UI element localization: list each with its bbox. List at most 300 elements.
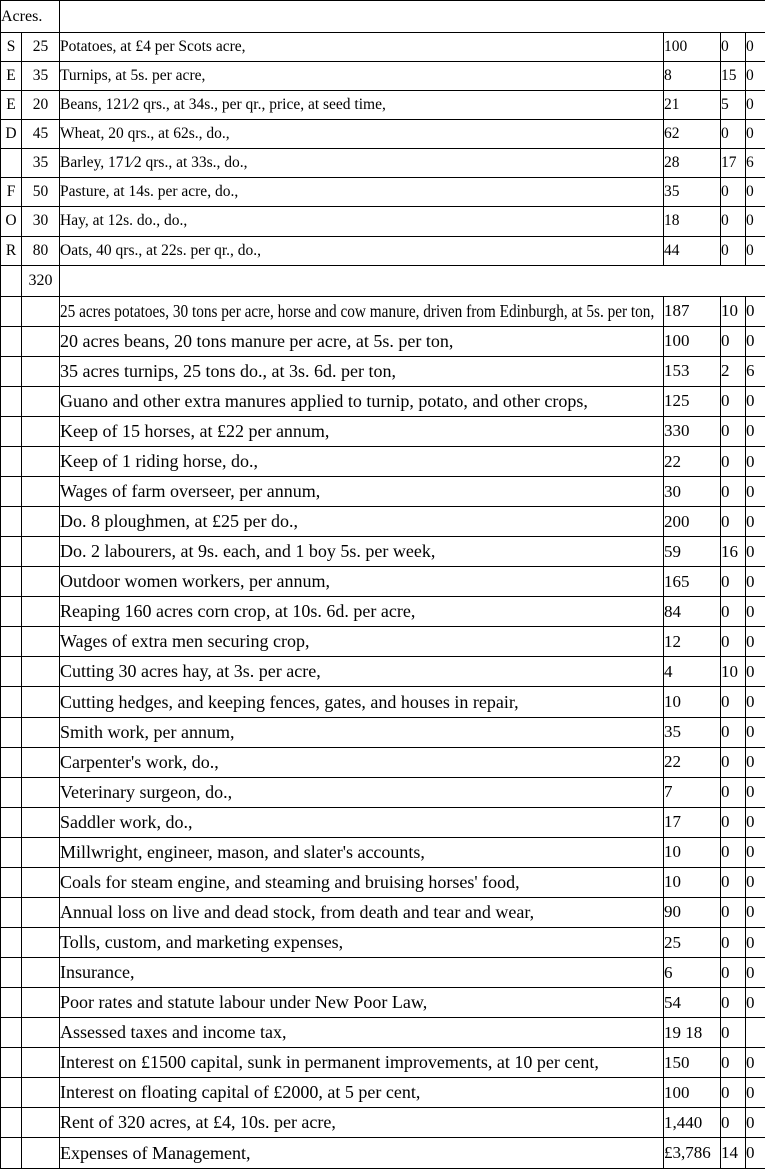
row-description-cell: [60, 446, 664, 476]
row-description-cell-text: Oats, 40 qrs., at 22s. per qr., do.,: [60, 241, 262, 259]
row-acres-cell: [22, 897, 60, 927]
row-shillings-cell: 0: [721, 627, 746, 657]
table-row: [1, 1138, 765, 1169]
row-shillings-cell: 17: [721, 149, 746, 178]
row-description-cell: [60, 1078, 664, 1108]
row-acres-cell: 320: [22, 265, 60, 296]
row-shillings-cell: 0: [721, 386, 746, 416]
row-letter-cell: D: [1, 120, 22, 149]
row-letter-cell: [1, 988, 22, 1018]
row-acres-cell: [22, 537, 60, 567]
row-shillings-cell: 0: [721, 477, 746, 507]
row-description-cell-text: Expenses of Management,: [60, 1142, 251, 1163]
row-shillings-cell: 0: [721, 717, 746, 747]
row-acres-cell: [22, 567, 60, 597]
row-pence-cell: 0: [746, 446, 765, 476]
row-pounds-cell: 10: [664, 687, 721, 717]
row-description-cell-text: Wages of extra men securing crop,: [60, 631, 310, 652]
row-acres-cell: [22, 777, 60, 807]
row-description-cell: [60, 1018, 664, 1048]
row-pence-cell: 0: [746, 477, 765, 507]
row-description-cell: [60, 927, 664, 957]
row-pence-cell: 0: [746, 958, 765, 988]
row-merged-cell: [60, 265, 765, 296]
table-row: [1, 416, 765, 446]
row-description-cell-text: Outdoor women workers, per annum,: [60, 571, 330, 592]
row-letter-cell: [1, 1048, 22, 1078]
row-pence-cell: 0: [746, 236, 765, 265]
table-row: [1, 477, 765, 507]
table-row: [1, 1108, 765, 1138]
row-pence-cell: 0: [746, 62, 765, 91]
row-pounds-cell: 7: [664, 777, 721, 807]
row-pence-cell: 0: [746, 897, 765, 927]
row-shillings-cell: 16: [721, 537, 746, 567]
table-row: [1, 988, 765, 1018]
row-pence-cell: 0: [746, 1078, 765, 1108]
table-row: [1, 356, 765, 386]
row-description-cell-text: 35 acres turnips, 25 tons do., at 3s. 6d. per ton,: [60, 360, 396, 381]
row-acres-cell: [22, 1048, 60, 1078]
table-row: [1, 149, 765, 178]
row-description-cell-text: Turnips, at 5s. per acre,: [60, 67, 206, 85]
row-pence-cell: 0: [746, 657, 765, 687]
table-row: [1, 62, 765, 91]
row-acres-cell: [22, 988, 60, 1018]
row-pounds-cell: 18: [664, 207, 721, 236]
row-pounds-cell: 100: [664, 33, 721, 62]
table-row: [1, 265, 765, 296]
row-pence-cell: 0: [746, 927, 765, 957]
row-shillings-cell: 0: [721, 416, 746, 446]
row-letter-cell: [1, 1018, 22, 1048]
row-description-cell-text: Cutting 30 acres hay, at 3s. per acre,: [60, 661, 321, 682]
table-row: [1, 120, 765, 149]
row-pounds-cell: 59: [664, 537, 721, 567]
row-shillings-cell: 0: [721, 867, 746, 897]
table-row: [1, 1018, 765, 1048]
row-pounds-cell: 30: [664, 477, 721, 507]
table-row: [1, 747, 765, 777]
row-description-cell: [60, 807, 664, 837]
table-row: [1, 537, 765, 567]
row-pounds-cell: 35: [664, 178, 721, 207]
row-pounds-cell: 22: [664, 747, 721, 777]
row-acres-cell: 50: [22, 178, 60, 207]
row-shillings-cell: 0: [721, 988, 746, 1018]
row-description-cell: [60, 777, 664, 807]
row-shillings-cell: 0: [721, 927, 746, 957]
row-letter-cell: [1, 657, 22, 687]
row-acres-cell: [22, 416, 60, 446]
row-letter-cell: [1, 356, 22, 386]
row-pence-cell: 0: [746, 687, 765, 717]
row-description-cell: [60, 477, 664, 507]
row-letter-cell: [1, 1138, 22, 1169]
row-shillings-cell: 0: [721, 747, 746, 777]
row-pence-cell: 0: [746, 1138, 765, 1169]
table-row: [1, 897, 765, 927]
row-pounds-cell: 22: [664, 446, 721, 476]
row-letter-cell: [1, 1078, 22, 1108]
row-letter-cell: [1, 958, 22, 988]
row-pounds-cell: 84: [664, 597, 721, 627]
row-letter-cell: [1, 416, 22, 446]
row-pounds-cell: 17: [664, 807, 721, 837]
row-letter-cell: [1, 507, 22, 537]
row-description-cell-text: Assessed taxes and income tax,: [60, 1022, 287, 1043]
row-shillings-cell: 0: [721, 567, 746, 597]
row-shillings-cell: 0: [721, 1018, 746, 1048]
row-shillings-cell: 0: [721, 446, 746, 476]
row-letter-cell: E: [1, 91, 22, 120]
row-description-cell: [60, 627, 664, 657]
row-letter-cell: F: [1, 178, 22, 207]
row-description-cell: [60, 958, 664, 988]
row-pence-cell: 0: [746, 507, 765, 537]
row-letter-cell: [1, 837, 22, 867]
row-acres-cell: [22, 446, 60, 476]
table-row: [1, 958, 765, 988]
row-pounds-cell: 21: [664, 91, 721, 120]
row-description-cell-text: Cutting hedges, and keeping fences, gates, and houses in repair,: [60, 691, 519, 712]
table-row: [1, 837, 765, 867]
row-pence-cell: 6: [746, 356, 765, 386]
table-row: [1, 657, 765, 687]
table-row: [1, 687, 765, 717]
row-shillings-cell: 0: [721, 777, 746, 807]
row-pence-cell: 0: [746, 567, 765, 597]
row-pounds-cell: 19 18: [664, 1018, 721, 1048]
row-acres-cell: 20: [22, 91, 60, 120]
row-description-cell-text: Wages of farm overseer, per annum,: [60, 481, 321, 502]
row-description-cell-text: Do. 8 ploughmen, at £25 per do.,: [60, 511, 298, 532]
table-row: [1, 33, 765, 62]
row-letter-cell: [1, 149, 22, 178]
row-description-cell: [60, 1138, 664, 1169]
row-pounds-cell: 35: [664, 717, 721, 747]
row-description-cell: [60, 988, 664, 1018]
row-pence-cell: 0: [746, 717, 765, 747]
row-description-cell: [60, 386, 664, 416]
farm-expenses-table-body: [1, 1, 765, 1169]
row-acres-cell: [22, 386, 60, 416]
row-description-cell: [60, 507, 664, 537]
table-row: [1, 386, 765, 416]
table-row: [1, 717, 765, 747]
row-pence-cell: 0: [746, 597, 765, 627]
row-letter-cell: S: [1, 33, 22, 62]
row-shillings-cell: 0: [721, 207, 746, 236]
table-row: [1, 867, 765, 897]
table-row: [1, 326, 765, 356]
row-shillings-cell: 15: [721, 62, 746, 91]
row-description-cell: [60, 33, 664, 62]
row-acres-cell: [22, 597, 60, 627]
row-pence-cell: 0: [746, 33, 765, 62]
row-pence-cell: 6: [746, 149, 765, 178]
row-description-cell-text: Poor rates and statute labour under New Poor Law,: [60, 992, 428, 1013]
row-pence-cell: 0: [746, 1108, 765, 1138]
row-pounds-cell: 90: [664, 897, 721, 927]
row-acres-cell: [22, 927, 60, 957]
table-row: [1, 236, 765, 265]
table-row: [1, 807, 765, 837]
row-letter-cell: [1, 717, 22, 747]
row-pounds-cell: 54: [664, 988, 721, 1018]
row-description-cell: [60, 1108, 664, 1138]
row-shillings-cell: 2: [721, 356, 746, 386]
row-description-cell: [60, 356, 664, 386]
row-shillings-cell: 0: [721, 807, 746, 837]
row-acres-cell: [22, 627, 60, 657]
row-shillings-cell: 10: [721, 296, 746, 326]
row-acres-cell: [22, 356, 60, 386]
row-description-cell: [60, 178, 664, 207]
table-row: [1, 178, 765, 207]
row-letter-cell: [1, 265, 22, 296]
row-description-cell: [60, 236, 664, 265]
row-acres-cell: [22, 867, 60, 897]
row-description-cell: [60, 91, 664, 120]
table-row: [1, 446, 765, 476]
row-pounds-cell: £3,786: [664, 1138, 721, 1169]
row-acres-cell: [22, 687, 60, 717]
row-description-cell-text: Reaping 160 acres corn crop, at 10s. 6d. per acre,: [60, 601, 416, 622]
row-letter-cell: [1, 687, 22, 717]
row-description-cell-text: Hay, at 12s. do., do.,: [60, 212, 188, 230]
row-acres-cell: 35: [22, 149, 60, 178]
row-shillings-cell: 0: [721, 33, 746, 62]
row-letter-cell: [1, 567, 22, 597]
row-description-cell-text: Keep of 1 riding horse, do.,: [60, 451, 258, 471]
row-letter-cell: [1, 747, 22, 777]
row-shillings-cell: 14: [721, 1138, 746, 1169]
row-shillings-cell: 0: [721, 1108, 746, 1138]
table-row: [1, 927, 765, 957]
row-shillings-cell: 0: [721, 507, 746, 537]
row-description-cell: [60, 296, 664, 326]
row-pence-cell: 0: [746, 777, 765, 807]
table-row: [1, 207, 765, 236]
row-pence-cell: 0: [746, 296, 765, 326]
row-acres-cell: [22, 717, 60, 747]
row-pounds-cell: 153: [664, 356, 721, 386]
row-description-cell: [60, 837, 664, 867]
row-acres-cell: [22, 296, 60, 326]
row-description-cell-text: Insurance,: [60, 962, 135, 983]
row-shillings-cell: 0: [721, 1048, 746, 1078]
row-description-cell: [60, 416, 664, 446]
row-description-cell: [60, 326, 664, 356]
row-description-cell: [60, 867, 664, 897]
row-pounds-cell: 4: [664, 657, 721, 687]
row-pence-cell: 0: [746, 326, 765, 356]
row-acres-cell: 45: [22, 120, 60, 149]
row-pounds-cell: 150: [664, 1048, 721, 1078]
row-pounds-cell: 12: [664, 627, 721, 657]
row-pence-cell: 0: [746, 747, 765, 777]
row-acres-cell: [22, 1138, 60, 1169]
row-description-cell: [60, 537, 664, 567]
row-description-cell-text: Carpenter's work, do.,: [60, 751, 219, 772]
row-pence-cell: 0: [746, 386, 765, 416]
row-pounds-cell: 28: [664, 149, 721, 178]
row-acres-cell: [22, 747, 60, 777]
table-row: [1, 296, 765, 326]
row-description-cell: [60, 657, 664, 687]
row-description-cell: [60, 207, 664, 236]
row-pounds-cell: 100: [664, 1078, 721, 1108]
row-letter-cell: R: [1, 236, 22, 265]
row-description-cell: [60, 120, 664, 149]
row-letter-cell: [1, 927, 22, 957]
row-description-cell-text: Smith work, per annum,: [60, 721, 235, 742]
row-pence-cell: 0: [746, 867, 765, 897]
row-acres-cell: [22, 507, 60, 537]
row-description-cell-text: Pasture, at 14s. per acre, do.,: [60, 183, 239, 201]
row-letter-cell: [1, 296, 22, 326]
table-row: [1, 777, 765, 807]
table-row: [1, 1078, 765, 1108]
row-shillings-cell: 0: [721, 1078, 746, 1108]
row-letter-cell: [1, 326, 22, 356]
row-pounds-cell: 200: [664, 507, 721, 537]
table-row: [1, 567, 765, 597]
row-description-cell-text: Tolls, custom, and marketing expenses,: [60, 932, 344, 952]
row-acres-cell: [22, 326, 60, 356]
row-letter-cell: [1, 446, 22, 476]
table-row: [1, 597, 765, 627]
row-acres-cell: [22, 1018, 60, 1048]
row-pence-cell: 0: [746, 178, 765, 207]
row-pence-cell: [746, 1018, 765, 1048]
row-pence-cell: 0: [746, 91, 765, 120]
row-letter-cell: [1, 1108, 22, 1138]
row-description-cell-text: 25 acres potatoes, 30 tons per acre, horse and cow manure, driven from Edinburgh, at 5s. per ton,: [60, 300, 655, 321]
row-description-cell-text: Wheat, 20 qrs., at 62s., do.,: [60, 125, 230, 143]
row-shillings-cell: 0: [721, 236, 746, 265]
row-letter-cell: [1, 597, 22, 627]
row-description-cell-text: Interest on floating capital of £2000, at 5 per cent,: [60, 1082, 421, 1103]
row-description-cell-text: Barley, 171⁄2 qrs., at 33s., do.,: [60, 154, 248, 172]
row-description-cell-text: Veterinary surgeon, do.,: [60, 781, 233, 802]
acres-header-cell: Acres.: [1, 1, 60, 33]
row-pence-cell: 0: [746, 416, 765, 446]
row-pounds-cell: 330: [664, 416, 721, 446]
row-shillings-cell: 0: [721, 958, 746, 988]
row-pounds-cell: 25: [664, 927, 721, 957]
header-empty-cell: [60, 1, 765, 33]
row-shillings-cell: 5: [721, 91, 746, 120]
row-description-cell-text: Keep of 15 horses, at £22 per annum,: [60, 420, 330, 441]
row-description-cell: [60, 687, 664, 717]
row-description-cell-text: Saddler work, do.,: [60, 811, 193, 832]
row-description-cell-text: Interest on £1500 capital, sunk in permanent improvements, at 10 per cent,: [60, 1052, 599, 1073]
table-row: [1, 507, 765, 537]
row-letter-cell: [1, 867, 22, 897]
row-pence-cell: 0: [746, 627, 765, 657]
row-acres-cell: 30: [22, 207, 60, 236]
row-pounds-cell: 62: [664, 120, 721, 149]
row-acres-cell: [22, 807, 60, 837]
row-acres-cell: [22, 1108, 60, 1138]
row-pounds-cell: 10: [664, 867, 721, 897]
row-pence-cell: 0: [746, 1048, 765, 1078]
row-pounds-cell: 10: [664, 837, 721, 867]
row-pence-cell: 0: [746, 207, 765, 236]
row-shillings-cell: 0: [721, 837, 746, 867]
row-pounds-cell: 165: [664, 567, 721, 597]
row-pounds-cell: 125: [664, 386, 721, 416]
row-acres-cell: [22, 1078, 60, 1108]
row-letter-cell: [1, 897, 22, 927]
row-pence-cell: 0: [746, 807, 765, 837]
row-acres-cell: 35: [22, 62, 60, 91]
row-description-cell-text: Annual loss on live and dead stock, from death and tear and wear,: [60, 901, 535, 922]
row-description-cell: [60, 62, 664, 91]
row-pence-cell: 0: [746, 537, 765, 567]
row-description-cell: [60, 597, 664, 627]
table-row: [1, 1048, 765, 1078]
row-acres-cell: 25: [22, 33, 60, 62]
row-pence-cell: 0: [746, 988, 765, 1018]
row-description-cell-text: Do. 2 labourers, at 9s. each, and 1 boy 5s. per week,: [60, 541, 436, 562]
row-letter-cell: [1, 627, 22, 657]
row-description-cell-text: Potatoes, at £4 per Scots acre,: [60, 38, 246, 56]
row-letter-cell: O: [1, 207, 22, 236]
row-description-cell: [60, 717, 664, 747]
row-shillings-cell: 0: [721, 178, 746, 207]
row-acres-cell: [22, 958, 60, 988]
row-description-cell-text: Beans, 121⁄2 qrs., at 34s., per qr., price, at seed time,: [60, 96, 386, 114]
row-acres-cell: [22, 837, 60, 867]
row-description-cell: [60, 897, 664, 927]
row-description-cell: [60, 567, 664, 597]
row-letter-cell: E: [1, 62, 22, 91]
row-shillings-cell: 0: [721, 326, 746, 356]
row-description-cell-text: Coals for steam engine, and steaming and bruising horses' food,: [60, 871, 520, 892]
row-acres-cell: 80: [22, 236, 60, 265]
row-shillings-cell: 10: [721, 657, 746, 687]
row-letter-cell: [1, 807, 22, 837]
row-description-cell-text: Millwright, engineer, mason, and slater's accounts,: [60, 841, 425, 862]
row-pounds-cell: 100: [664, 326, 721, 356]
row-shillings-cell: 0: [721, 120, 746, 149]
row-shillings-cell: 0: [721, 897, 746, 927]
row-description-cell-text: 20 acres beans, 20 tons manure per acre, at 5s. per ton,: [60, 330, 454, 351]
row-letter-cell: [1, 477, 22, 507]
row-letter-cell: [1, 777, 22, 807]
row-pounds-cell: 8: [664, 62, 721, 91]
row-description-cell: [60, 747, 664, 777]
row-pounds-cell: 6: [664, 958, 721, 988]
row-pounds-cell: 1,440: [664, 1108, 721, 1138]
table-row: [1, 91, 765, 120]
row-letter-cell: [1, 537, 22, 567]
row-pence-cell: 0: [746, 837, 765, 867]
row-pounds-cell: 44: [664, 236, 721, 265]
row-pounds-cell: 187: [664, 296, 721, 326]
row-acres-cell: [22, 477, 60, 507]
row-pence-cell: 0: [746, 120, 765, 149]
table-row: [1, 627, 765, 657]
row-description-cell: [60, 149, 664, 178]
row-shillings-cell: 0: [721, 597, 746, 627]
row-shillings-cell: 0: [721, 687, 746, 717]
row-description-cell-text: Guano and other extra manures applied to turnip, potato, and other crops,: [60, 390, 588, 411]
row-description-cell: [60, 1048, 664, 1078]
